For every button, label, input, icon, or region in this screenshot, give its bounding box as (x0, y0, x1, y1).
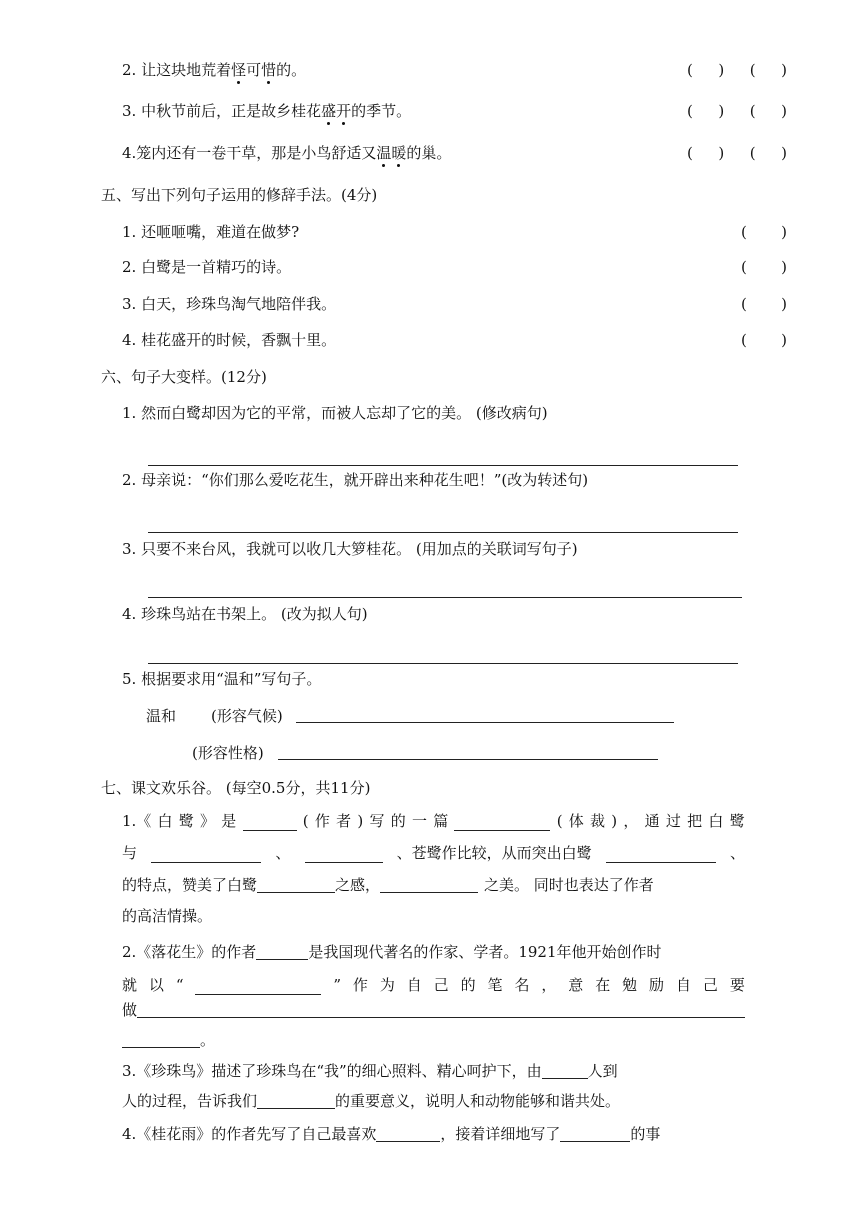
s5-question-1: 1. 还咂咂嘴，难道在做梦? (122, 223, 300, 241)
section-7-heading: 七、课文欢乐谷。 (每空0.5分，共11分) (101, 779, 371, 797)
s7-q2-line-3: 做 (122, 1000, 745, 1020)
s6-question-5: 5. 根据要求用“温和”写句子。 (122, 670, 322, 688)
s7-q3-line-1: 3.《珍珠鸟》描述了珍珠鸟在“我”的细心照料、精心呵护下，由 人到 (122, 1062, 618, 1080)
s5-q1-answer-bracket[interactable]: ( ) (741, 223, 787, 241)
s7-q2-line-4: 。 (122, 1030, 215, 1050)
s6-climate-answer-line[interactable] (296, 722, 674, 723)
s7-q2-penname-blank[interactable] (195, 979, 321, 995)
s5-question-4: 4. 桂花盛开的时候，香飘十里。 (122, 331, 337, 349)
s6-climate-label: (形容气候) (211, 707, 283, 725)
s7-q1-feeling-blank[interactable] (257, 877, 335, 893)
s4-question-4: 4.笼内还有一卷干草，那是小鸟舒适又温暖的巢。 (122, 144, 452, 162)
s5-question-3: 3. 白天，珍珠鸟淘气地陪伴我。 (122, 295, 337, 313)
s6-wenhe-label: 温和 (146, 707, 177, 725)
s7-q3-fear-blank[interactable] (542, 1063, 588, 1079)
s7-q3-meaning-blank[interactable] (257, 1093, 335, 1109)
s7-q1-beauty-blank[interactable] (380, 877, 478, 893)
s7-q1-line-3: 的特点，赞美了白鹭 之感， 之美。 同时也表达了作者 (122, 876, 654, 894)
s7-q1-line-1: 1.《 白 鹭 》 是 ( 作 者 ) 写 的 一 篇 ( 体 裁 ) ， 通 过 把 白 鹭 (122, 812, 745, 830)
s7-q2-line-2: 就 以 “ ” 作 为 自 己 的 笔 名 ， 意 在 勉 励 自 己 要 (122, 976, 745, 994)
s4-question-3: 3. 中秋节前后，正是故乡桂花盛开的季节。 (122, 102, 412, 120)
s7-q4-favorite-blank[interactable] (376, 1126, 440, 1142)
s4-q3-answer-brackets[interactable]: ( ) ( ) (687, 102, 787, 120)
s5-q4-answer-bracket[interactable]: ( ) (741, 331, 787, 349)
s7-q1-compare-blank-2[interactable] (305, 847, 383, 863)
s7-q2-author-blank[interactable] (256, 944, 308, 960)
section-5-heading: 五、写出下列句子运用的修辞手法。(4分) (101, 186, 378, 204)
section-6-heading: 六、句子大变样。(12分) (101, 368, 267, 386)
s6-character-answer-line[interactable] (278, 759, 658, 760)
s7-q2-aim-blank[interactable] (137, 1002, 745, 1018)
s6-question-2: 2. 母亲说：“你们那么爱吃花生，就开辟出来种花生吧！”(改为转述句) (122, 471, 589, 489)
s4-q4-answer-brackets[interactable]: ( ) ( ) (687, 144, 787, 162)
s7-q1-compare-blank-1[interactable] (151, 847, 261, 863)
s7-q1-feature-blank[interactable] (606, 847, 716, 863)
s7-q4-line-1: 4.《桂花雨》的作者先写了自己最喜欢 ，接着详细地写了 的事 (122, 1125, 661, 1143)
s6-question-4: 4. 珍珠鸟站在书架上。 (改为拟人句) (122, 605, 368, 623)
s6-question-3: 3. 只要不来台风，我就可以收几大箩桂花。 (用加点的关联词写句子) (122, 540, 578, 558)
s7-q1-line-2: 与 、 、苍鹭作比较，从而突出白鹭 、 (122, 844, 745, 862)
s7-q1-author-blank[interactable] (243, 815, 297, 831)
s7-q1-genre-blank[interactable] (454, 815, 550, 831)
s7-q3-line-2: 人的过程，告诉我们 的重要意义，说明人和动物能够和谐共处。 (122, 1092, 621, 1110)
s6-character-label: (形容性格) (192, 744, 264, 762)
s7-q2-line-1: 2.《落花生》的作者 是我国现代著名的作家、学者。1921年他开始创作时 (122, 943, 662, 961)
s6-q4-answer-line[interactable] (148, 663, 738, 664)
s6-q3-answer-line[interactable] (148, 597, 742, 598)
s7-q2-aim-blank-cont[interactable] (122, 1032, 200, 1048)
s4-q2-answer-brackets[interactable]: ( ) ( ) (687, 61, 787, 79)
s6-q2-answer-line[interactable] (148, 532, 738, 533)
s7-q4-event-blank[interactable] (560, 1126, 630, 1142)
s5-q3-answer-bracket[interactable]: ( ) (741, 295, 787, 313)
s6-question-1: 1. 然而白鹭却因为它的平常，而被人忘却了它的美。 (修改病句) (122, 404, 548, 422)
s4-question-2: 2. 让这块地荒着怪可惜的。 (122, 61, 307, 79)
s5-question-2: 2. 白鹭是一首精巧的诗。 (122, 258, 292, 276)
s5-q2-answer-bracket[interactable]: ( ) (741, 258, 787, 276)
s7-q1-line-4: 的高洁情操。 (122, 907, 213, 925)
s6-q1-answer-line[interactable] (148, 465, 738, 466)
